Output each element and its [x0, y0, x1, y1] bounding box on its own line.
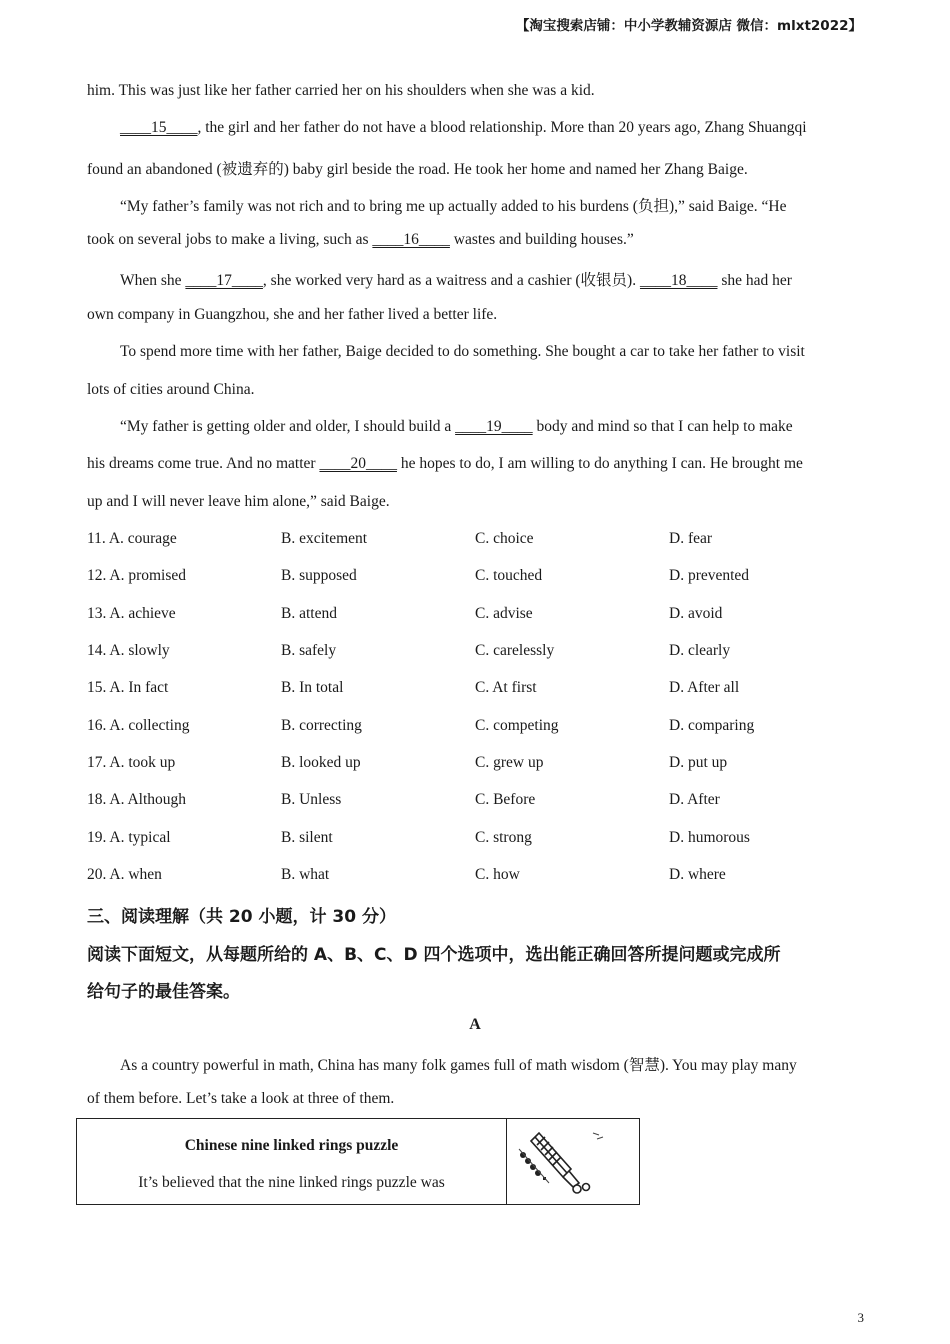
passage-text: took on several jobs to make a living, such as	[87, 231, 373, 248]
option-row	[87, 829, 863, 849]
passage-line	[87, 455, 863, 473]
passage-line	[120, 418, 863, 436]
option-d: D. fear	[669, 530, 713, 547]
option-c: C. choice	[475, 530, 534, 547]
option-d: D. comparing	[669, 717, 755, 734]
passage-line	[120, 268, 863, 290]
page-number: 3	[857, 1310, 864, 1325]
section-instruction: 阅读下面短文，从每题所给的 A、B、C、D 四个选项中，选出能正确回答所提问题或完成所	[87, 945, 781, 965]
option-a: 13. A. achieve	[87, 605, 176, 622]
option-row	[87, 567, 863, 587]
option-row	[87, 642, 863, 662]
passage-line: own company in Guangzhou, she and her father lived a better life.	[87, 306, 498, 323]
blank-20: ____20____	[319, 455, 397, 472]
passage-text: When she	[120, 272, 186, 289]
option-b: B. what	[281, 866, 330, 883]
nine-linked-rings-puzzle-icon	[509, 1123, 637, 1201]
option-c: C. carelessly	[475, 642, 555, 659]
option-a: 14. A. slowly	[87, 642, 170, 659]
passage-line: of them before. Let’s take a look at three of them.	[87, 1090, 395, 1107]
option-a: 17. A. took up	[87, 754, 176, 771]
table-title: Chinese nine linked rings puzzle	[184, 1137, 399, 1154]
passage-line	[120, 119, 863, 137]
passage-text: , she worked very hard as a waitress and a cashier (收银员).	[262, 272, 640, 289]
option-c: C. At first	[475, 679, 537, 696]
blank-18: ____18____	[639, 272, 718, 289]
info-table	[76, 1118, 640, 1205]
option-c: C. touched	[475, 567, 543, 584]
option-a: 20. A. when	[87, 866, 162, 883]
passage-text: she had her	[717, 272, 792, 289]
option-row	[87, 679, 863, 699]
option-b: B. correcting	[281, 717, 362, 734]
option-d: D. After all	[669, 679, 740, 696]
passage-text: “My father is getting older and older, I should build a	[120, 418, 456, 435]
option-d: D. prevented	[669, 567, 750, 584]
option-b: B. In total	[281, 679, 344, 696]
passage-line: To spend more time with her father, Baige decided to do something. She bought a car to take her father to visit	[120, 343, 805, 360]
option-d: D. After	[669, 791, 720, 808]
passage-label: A	[469, 1016, 481, 1033]
option-row	[87, 754, 863, 774]
page-header: 【淘宝搜索店铺：中小学教辅资源店 微信：mlxt2022】	[515, 18, 862, 34]
option-d: D. where	[669, 866, 726, 883]
option-d: D. clearly	[669, 642, 731, 659]
option-b: B. attend	[281, 605, 337, 622]
option-row	[87, 791, 863, 811]
option-d: D. humorous	[669, 829, 750, 846]
option-row	[87, 530, 863, 550]
option-row	[87, 605, 863, 625]
option-a: 12. A. promised	[87, 567, 187, 584]
blank-16: ____16____	[372, 231, 450, 248]
blank-15: ____15____	[120, 119, 198, 136]
option-c: C. competing	[475, 717, 559, 734]
option-b: B. Unless	[281, 791, 342, 808]
passage-line: up and I will never leave him alone,” said Baige.	[87, 493, 390, 510]
passage-line: “My father’s family was not rich and to bring me up actually added to his burdens (负担),” said Baige. “He	[120, 198, 787, 215]
option-c: C. how	[475, 866, 520, 883]
option-a: 19. A. typical	[87, 829, 171, 846]
option-a: 11. A. courage	[87, 530, 177, 547]
option-row	[87, 866, 863, 886]
passage-line: As a country powerful in math, China has many folk games full of math wisdom (智慧). You may play many	[120, 1057, 797, 1074]
passage-line: lots of cities around China.	[87, 381, 255, 398]
option-b: B. safely	[281, 642, 337, 659]
option-row	[87, 717, 863, 737]
option-b: B. excitement	[281, 530, 368, 547]
passage-line	[87, 231, 863, 249]
option-b: B. looked up	[281, 754, 361, 771]
passage-text: he hopes to do, I am willing to do anything I can. He brought me	[396, 455, 803, 472]
option-d: D. avoid	[669, 605, 723, 622]
blank-19: ____19____	[455, 418, 533, 435]
passage-line: found an abandoned (被遗弃的) baby girl beside the road. He took her home and named her Zhang Baige.	[87, 161, 748, 178]
passage-text: wastes and building houses.”	[449, 231, 634, 248]
option-b: B. silent	[281, 829, 333, 846]
option-c: C. Before	[475, 791, 536, 808]
option-a: 15. A. In fact	[87, 679, 169, 696]
passage-text: , the girl and her father do not have a blood relationship. More than 20 years ago, Zhang Shuangqi	[197, 119, 807, 136]
option-a: 18. A. Although	[87, 791, 187, 808]
table-body-text: It’s believed that the nine linked rings puzzle was	[138, 1174, 445, 1191]
passage-text: body and mind so that I can help to make	[532, 418, 793, 435]
blank-17: ____17____	[185, 272, 263, 289]
option-b: B. supposed	[281, 567, 357, 584]
passage-line: him. This was just like her father carried her on his shoulders when she was a kid.	[87, 82, 595, 99]
section-instruction: 给句子的最佳答案。	[87, 982, 240, 1002]
option-a: 16. A. collecting	[87, 717, 190, 734]
option-d: D. put up	[669, 754, 728, 771]
option-c: C. grew up	[475, 754, 544, 771]
section-title: 三、阅读理解（共 20 小题，计 30 分）	[87, 907, 396, 927]
option-c: C. strong	[475, 829, 532, 846]
option-c: C. advise	[475, 605, 533, 622]
passage-text: his dreams come true. And no matter	[87, 455, 320, 472]
table-text-cell	[77, 1119, 507, 1204]
